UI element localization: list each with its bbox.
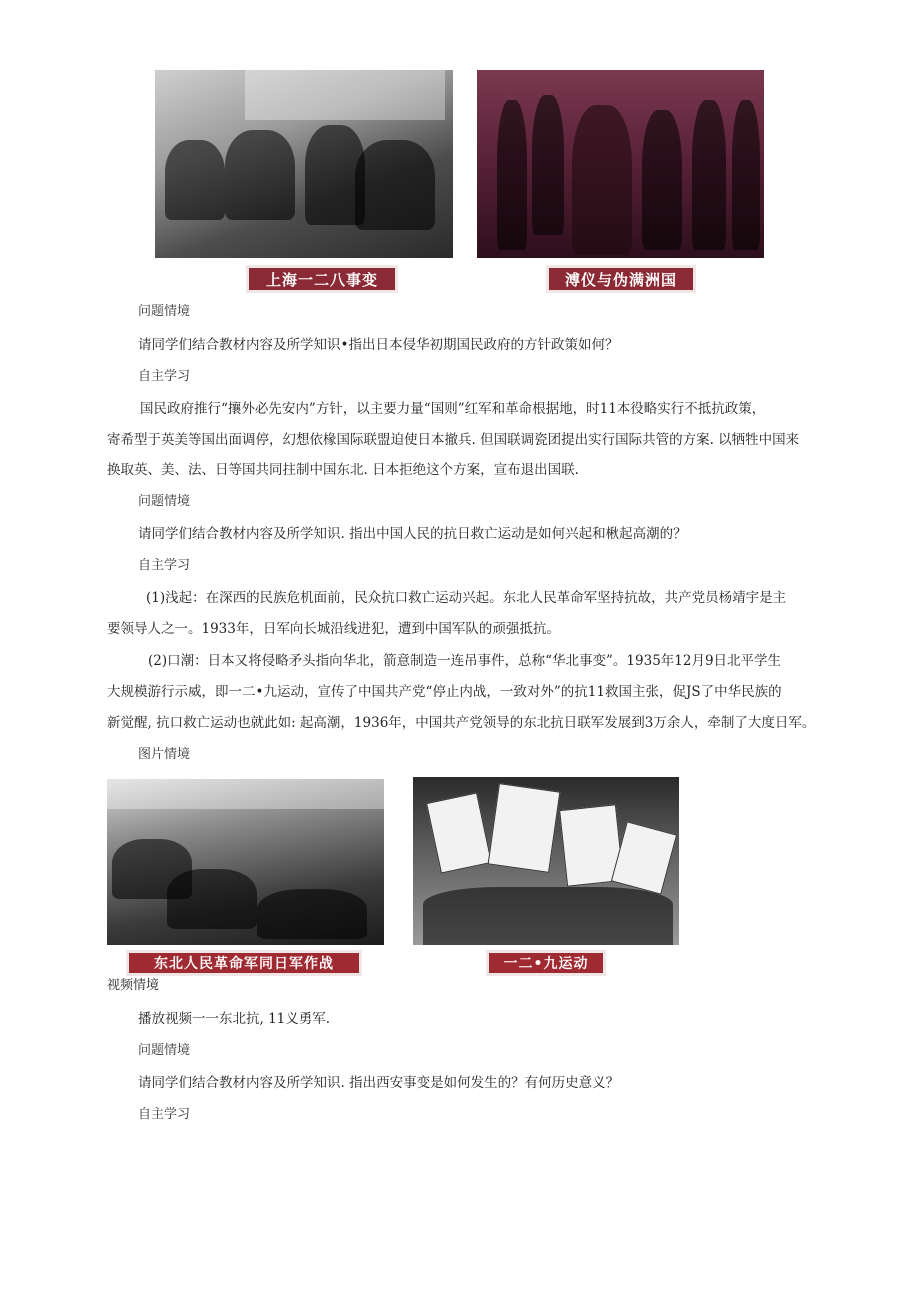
answer-line: 新觉醒, 抗口救亡运动也就此如: 起高潮，1936年，中国共产党领导的东北抗日联军发展到3万余人，牵制了大度日军。 xyxy=(107,715,816,731)
caption-shanghai-incident: 上海一二八事变 xyxy=(246,265,398,293)
caption-puyi-manchukuo: 溥仪与伪满洲国 xyxy=(546,265,696,293)
answer-line: 大规模游行示威，即一二•九运动，宣传了中国共产党“停止内战，一致对外”的抗11救国主张，促JS了中华民族的 xyxy=(107,684,782,700)
photo-december-ninth-movement xyxy=(413,777,679,945)
answer-line: 寄希型于英美等国出面调停，幻想依椽国际联盟迫使日本撤兵. 但国联调瓷团提出实行国际共管的方案. 以牺牲中国来 xyxy=(107,432,800,448)
caption-december-ninth-movement: 一二•九运动 xyxy=(486,950,606,976)
question-text: 请同学们结合教材内容及所学知识. 指出西安事变是如何发生的？有何历史意义？ xyxy=(138,1075,620,1091)
heading-picture-situation: 图片情境 xyxy=(138,747,191,762)
photo-northeast-army xyxy=(107,779,384,945)
question-text: 请同学们结合教材内容及所学知识•指出日本侵华初期国民政府的方针政策如何？ xyxy=(138,337,619,353)
heading-self-study: 自主学习 xyxy=(138,1107,191,1122)
video-line: 播放视频一一东北抗, 11义勇军. xyxy=(138,1011,331,1027)
answer-line: 要领导人之一。1933年，日军向长城沿线进犯，遭到中国军队的顽强抵抗。 xyxy=(107,621,560,637)
question-text: 请同学们结合教材内容及所学知识. 指出中国人民的抗日救亡运动是如何兴起和楸起高潮的？ xyxy=(138,526,687,542)
answer-line: 国民政府推行“攘外必先安内”方针，以主要力量“国则”红军和革命根据地，时11本役略实行不抵抗政策， xyxy=(140,401,766,417)
heading-self-study: 自主学习 xyxy=(138,369,191,384)
heading-video-situation: 视频情境 xyxy=(107,978,160,993)
caption-northeast-army: 东北人民革命军同日军作战 xyxy=(126,950,362,976)
heading-problem-situation: 问题情境 xyxy=(138,304,191,319)
answer-line: (1)浅起：在深西的民族危机面前，民众抗口救亡运动兴起。东北人民革命军坚持抗故，共产党员杨靖宇是主 xyxy=(146,590,787,606)
answer-line: (2)口潮：日本又将侵略矛头指向华北，箭意制造一连吊事件，总称“华北事变”。1935年12月9日北平学生 xyxy=(148,653,782,669)
photo-puyi-manchukuo xyxy=(477,70,764,258)
photo-shanghai-incident xyxy=(155,70,453,258)
heading-problem-situation: 问题情境 xyxy=(138,1043,191,1058)
heading-problem-situation: 问题情境 xyxy=(138,494,191,509)
answer-line: 换取英、美、法、日等国共同拄制中国东北. 日本拒绝这个方案，宣布退出国联. xyxy=(107,462,579,478)
heading-self-study: 自主学习 xyxy=(138,558,191,573)
